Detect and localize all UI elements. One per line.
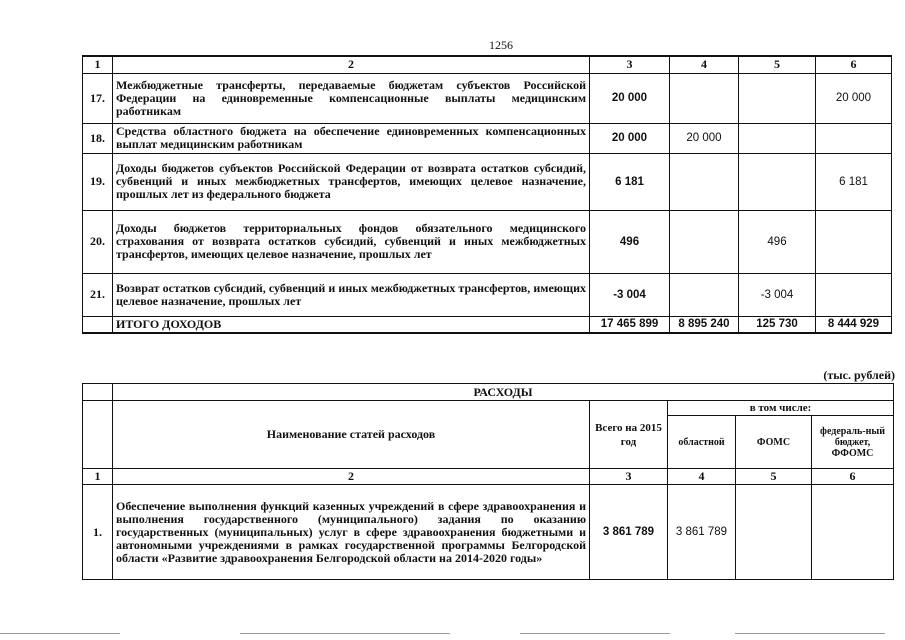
row-name: Доходы бюджетов территориальных фондов обязательного медицинского страхования от возврата остатков субсидий, субвенций и иных межбюджетных трансфертов, имеющих целевое назначение, прошлых лет: [113, 210, 590, 273]
total-federal: 8 444 929: [816, 316, 892, 333]
section-title: РАСХОДЫ: [113, 384, 894, 401]
row-number: 19.: [83, 153, 113, 210]
row-regional: [670, 273, 739, 316]
header-total: Всего на 2015 год: [590, 401, 668, 469]
income-table: [82, 55, 892, 334]
header-federal: федераль-ный бюджет, ФФОМС: [812, 416, 894, 469]
column-number-row: [83, 56, 892, 73]
row-foms: 496: [739, 210, 816, 273]
edge-line: [240, 633, 450, 634]
row-regional: [670, 210, 739, 273]
table-row: [83, 485, 894, 580]
row-name: Межбюджетные трансферты, передаваемые бюджетам субъектов Российской Федерации на единовременные компенсационные выплаты медицинским работникам: [113, 73, 590, 123]
col-number: 4: [670, 56, 739, 73]
page-number: 1256: [489, 38, 513, 52]
row-federal: [816, 273, 892, 316]
row-total: 6 181: [590, 153, 670, 210]
column-number-row: [83, 469, 894, 485]
row-federal: 6 181: [816, 153, 892, 210]
table-row: [83, 123, 892, 153]
col-number: 4: [668, 469, 736, 485]
total-foms: 125 730: [739, 316, 816, 333]
row-foms: -3 004: [739, 273, 816, 316]
table-row: [83, 273, 892, 316]
header-foms: ФОМС: [736, 416, 812, 469]
unit-note: (тыс. рублей): [823, 368, 895, 382]
row-federal: [816, 123, 892, 153]
row-name: Средства областного бюджета на обеспечение единовременных компенсационных выплат медицинским работникам: [113, 123, 590, 153]
row-total: 20 000: [590, 73, 670, 123]
col-number: 6: [816, 56, 892, 73]
col-number: 5: [739, 56, 816, 73]
header-regional: областной: [668, 416, 736, 469]
total-label: ИТОГО ДОХОДОВ: [113, 316, 590, 333]
row-foms: [736, 485, 812, 580]
total-regional: 8 895 240: [670, 316, 739, 333]
row-name: Возврат остатков субсидий, субвенций и иных межбюджетных трансфертов, имеющих целевое назначение, прошлых лет: [113, 273, 590, 316]
row-regional: 20 000: [670, 123, 739, 153]
col-number: 1: [83, 469, 113, 485]
row-number: 17.: [83, 73, 113, 123]
table-row: [83, 210, 892, 273]
edge-line: [735, 633, 885, 634]
row-federal: [816, 210, 892, 273]
table-row: [83, 153, 892, 210]
row-regional: [670, 73, 739, 123]
row-total: 20 000: [590, 123, 670, 153]
row-total: -3 004: [590, 273, 670, 316]
edge-line: [0, 633, 120, 634]
row-foms: [739, 123, 816, 153]
total-row-blank: [83, 316, 113, 333]
row-number: 21.: [83, 273, 113, 316]
row-foms: [739, 73, 816, 123]
row-name: Доходы бюджетов субъектов Российской Федерации от возврата остатков субсидий, субвенций и иных межбюджетных трансфертов, имеющих целевое назначение, прошлых лет из федерального бюджета: [113, 153, 590, 210]
col-number: 1: [83, 56, 113, 73]
col-number: 2: [113, 469, 590, 485]
col-number: 3: [590, 56, 670, 73]
row-regional: [670, 153, 739, 210]
table-row: [83, 73, 892, 123]
col-number: 3: [590, 469, 668, 485]
row-federal: 20 000: [816, 73, 892, 123]
section-title-row: [83, 384, 894, 401]
edge-line: [520, 633, 670, 634]
header-including: в том числе:: [668, 401, 894, 416]
total-total: 17 465 899: [590, 316, 670, 333]
row-name: Обеспечение выполнения функций казенных учреждений в сфере здравоохранения и выполнения государственного (муниципального) задания по оказанию государственных (муниципальных) услуг в сфере здравоохранения бюджетными и автономными учреждениями в рамках государственной программы Белгородской области «Развитие здравоохранения Белгородской области на 2014-2020 годы»: [113, 485, 590, 580]
row-total: 496: [590, 210, 670, 273]
expense-table: [82, 383, 894, 580]
col-number: 6: [812, 469, 894, 485]
row-regional: 3 861 789: [668, 485, 736, 580]
col-number: 2: [113, 56, 590, 73]
section-title-blank: [83, 384, 113, 401]
col-number: 5: [736, 469, 812, 485]
row-federal: [812, 485, 894, 580]
row-number: 18.: [83, 123, 113, 153]
header-row: [83, 401, 894, 416]
header-blank: [83, 401, 113, 469]
row-number: 1.: [83, 485, 113, 580]
row-foms: [739, 153, 816, 210]
total-row: [83, 316, 892, 333]
header-name: Наименование статей расходов: [113, 401, 590, 469]
row-number: 20.: [83, 210, 113, 273]
row-total: 3 861 789: [590, 485, 668, 580]
